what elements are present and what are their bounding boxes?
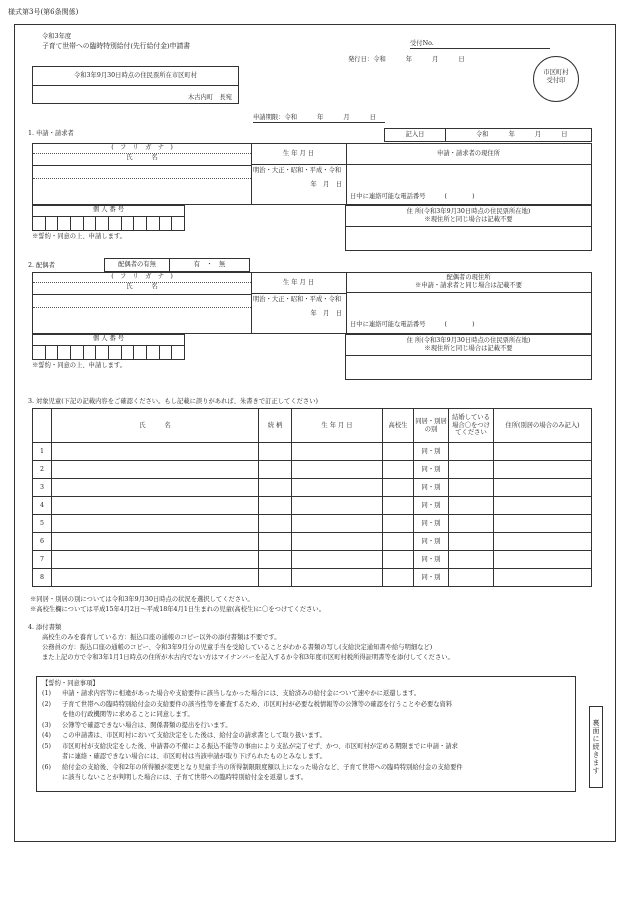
cohab-select[interactable]: 同・別 <box>414 569 449 587</box>
spouse-dob-ymd: 年 月 日 <box>310 309 342 317</box>
pledge-item: (2) 子育て世帯への臨時特別給付金の支給要件の該当性等を審査するため、市区町村が必要な税情報等の公簿等の確認を行うことや必要な資料 <box>42 700 453 708</box>
current-address-label: 申請・請求者の現住所 <box>346 144 591 165</box>
children-table-header <box>33 409 592 443</box>
pledge-item: を他の行政機関等に求めることに同意します。 <box>62 711 194 718</box>
spouse-address-note: ※申請・請求者と同じ場合は記載不要 <box>414 281 523 289</box>
cohab-select[interactable]: 同・別 <box>414 461 449 479</box>
attachment-line-3: また上記の方で令和3年1月1日時点の住所が木古内でない方はマイナンバーを記入するか令和3年度市区町村税所得証明書等を添付してください。 <box>42 654 454 661</box>
table-row[interactable] <box>33 479 592 497</box>
pledge-item: (1) 申請・請求内容等に相違があった場合や支給要件に該当しなかった場合には、支給済みの給付金について速やかに返還します。 <box>42 690 421 697</box>
pledge-item: に該当しないことが判明した場合には、子育て世帯への臨時特別給付金を返還します。 <box>62 774 308 781</box>
residence-note-2: ※現住所と同じ場合は記載不要 <box>346 345 591 356</box>
form-number: 様式第3号(第6条関係) <box>8 8 79 16</box>
residence-box-2[interactable] <box>345 334 592 380</box>
spouse-name-label: 氏 名 <box>33 283 251 295</box>
furigana-label: ( フ リ ガ ナ ) <box>33 144 251 154</box>
row-number: 1 <box>33 443 52 461</box>
children-note-1: ※同居・別居の別については令和3年9月30日時点の状況を選択してください。 <box>30 596 254 603</box>
table-row[interactable] <box>33 461 592 479</box>
continued-note: 裏面に続きます <box>589 706 603 788</box>
cohab-select[interactable]: 同・別 <box>414 533 449 551</box>
spouse-phone-field[interactable]: 日中に連絡可能な電話番号 ( ) <box>350 321 475 328</box>
section1-table <box>32 143 592 205</box>
row-number: 5 <box>33 515 52 533</box>
section1-title: 1. 申請・請求者 <box>28 130 74 137</box>
spouse-name-area[interactable] <box>33 273 252 333</box>
personal-number-cells[interactable] <box>33 217 184 231</box>
address-box <box>32 66 239 104</box>
pledge-item: (3) 公簿等で確認できない場合は、関係書類の提出を行います。 <box>42 721 232 729</box>
spouse-personal-number-box[interactable] <box>32 334 185 360</box>
cohab-select[interactable]: 同・別 <box>414 497 449 515</box>
current-address-field[interactable] <box>346 165 591 193</box>
era-options: 明治・大正・昭和・平成・令和 <box>253 167 342 174</box>
issue-date[interactable]: 発行日：令和 年 月 日 <box>348 56 465 63</box>
residence-note-1: ※現住所と同じ場合は記載不要 <box>346 216 591 227</box>
col-relation: 続 柄 <box>259 409 292 443</box>
dob-ymd: 年 月 日 <box>310 180 342 188</box>
deadline: 申請期限：令和 年 月 日 <box>253 114 385 123</box>
row-number: 8 <box>33 569 52 587</box>
table-row[interactable] <box>33 533 592 551</box>
fiscal-year: 令和3年度 <box>42 33 72 40</box>
pledge-note-1: ※誓約・同意の上、申請します。 <box>32 233 126 240</box>
pledge-item: (6) 給付金の支給後、令和2年の所得額が変更となり児童手当の所得制限限度額以上になった場合など、子育て世帯への臨時特別給付金の支給要件 <box>42 763 463 771</box>
table-row[interactable] <box>33 515 592 533</box>
col-highschool: 高校生 <box>383 409 414 443</box>
spouse-personal-number-cells[interactable] <box>33 346 184 360</box>
row-number: 3 <box>33 479 52 497</box>
table-row[interactable] <box>33 569 592 587</box>
entry-date-label: 記入日 <box>385 129 446 141</box>
col-address: 住所(別居の場合のみ記入) <box>494 409 592 443</box>
residence-label-2: 住 所(令和3年9月30日時点の住民票所在地) <box>406 337 531 344</box>
spouse-dob-area[interactable] <box>251 273 347 333</box>
pledge-item: 者に連絡・確認できない場合には、市区町村は当該申請が取り下げられたものとみなします。 <box>62 753 326 760</box>
children-table <box>32 408 592 587</box>
personal-number-box[interactable] <box>32 205 185 231</box>
spouse-era-options: 明治・大正・昭和・平成・令和 <box>253 296 342 303</box>
residence-label-1: 住 所(令和3年9月30日時点の住民票所在地) <box>406 208 531 215</box>
dob-label: 生 年 月 日 <box>251 144 346 165</box>
cohab-select[interactable]: 同・別 <box>414 515 449 533</box>
row-number: 4 <box>33 497 52 515</box>
table-row[interactable] <box>33 497 592 515</box>
spouse-presence-label: 配偶者の有無 <box>105 259 170 271</box>
row-number: 2 <box>33 461 52 479</box>
name-label: 氏 名 <box>33 154 251 166</box>
applicant-dob-area[interactable] <box>251 144 347 204</box>
address-box-label: 令和3年9月30日時点の住民票所在市区町村 <box>33 67 238 86</box>
cohab-select[interactable]: 同・別 <box>414 551 449 569</box>
table-row[interactable] <box>33 551 592 569</box>
applicant-name-area[interactable] <box>33 144 252 204</box>
mayor-label: 木古内町 長宛 <box>187 94 232 101</box>
pledge-note-2: ※誓約・同意の上、申請します。 <box>32 362 126 369</box>
entry-date-box[interactable]: 記入日 令和 年 月 日 <box>384 128 592 142</box>
cohab-select[interactable]: 同・別 <box>414 479 449 497</box>
spouse-personal-number-label: 個 人 番 号 <box>33 335 184 346</box>
spouse-address-field[interactable] <box>346 293 591 321</box>
stamp-line1: 市区町村 <box>543 69 569 76</box>
spouse-furigana-label: ( フ リ ガ ナ ) <box>33 273 251 283</box>
spouse-presence-options[interactable]: 有 ・ 無 <box>193 261 226 268</box>
row-number: 6 <box>33 533 52 551</box>
cohab-select[interactable]: 同・別 <box>414 443 449 461</box>
col-name: 氏 名 <box>52 409 259 443</box>
spouse-presence-box[interactable] <box>104 258 250 272</box>
receipt-no-field[interactable]: 受付No. <box>410 40 550 49</box>
attachment-line-1: 高校生のみを養育している方：振込口座の通帳のコピー以外の添付書類は不要です。 <box>42 634 281 641</box>
col-dob: 生 年 月 日 <box>292 409 383 443</box>
phone-field[interactable]: 日中に連絡可能な電話番号 ( ) <box>350 193 475 200</box>
row-number: 7 <box>33 551 52 569</box>
section2-table <box>32 272 592 334</box>
spouse-dob-label: 生 年 月 日 <box>251 273 346 294</box>
table-row[interactable] <box>33 443 592 461</box>
col-cohabit: 同居・別居の別 <box>414 409 449 443</box>
section4-title: 4. 添付書類 <box>28 624 62 631</box>
personal-number-label: 個 人 番 号 <box>33 206 184 217</box>
residence-box-1[interactable] <box>345 205 592 251</box>
attachment-line-2: 公務員の方：振込口座の通帳のコピー、令和3年9月分の児童手当を受給していることがわかる書類の写し(支給決定通知書や給与明細など) <box>42 644 433 651</box>
form-title: 子育て世帯への臨時特別給付(先行給付金)申請書 <box>42 42 191 50</box>
pledge-title: 【誓約・同意事項】 <box>42 680 99 687</box>
reception-stamp <box>533 56 579 102</box>
pledge-item: (4) この申請書は、市区町村において支給決定をした後は、給付金の請求書として取り扱います。 <box>42 732 326 739</box>
spouse-address-label: 配偶者の現住所 <box>446 274 491 281</box>
col-married: 結婚している場合〇をつけてください <box>449 409 494 443</box>
stamp-line2: 受付印 <box>546 76 566 84</box>
section3-title: 3. 対象児童(下記の記載内容をご確認ください。もし記載に誤りがあれば、朱書きで訂正してください) <box>28 398 318 405</box>
section2-title: 2. 配偶者 <box>28 262 55 269</box>
pledge-items <box>42 690 572 785</box>
pledge-item: (5) 市区町村が支給決定をした後、申請書の不備による振込不能等の事由により支払が完了せず、かつ、市区町村が定める期限までに申請・請求 <box>42 742 458 750</box>
children-note-2: ※高校生欄については平成15年4月2日～平成18年4月1日生まれの児童(高校生)に〇をつけてください。 <box>30 606 326 613</box>
